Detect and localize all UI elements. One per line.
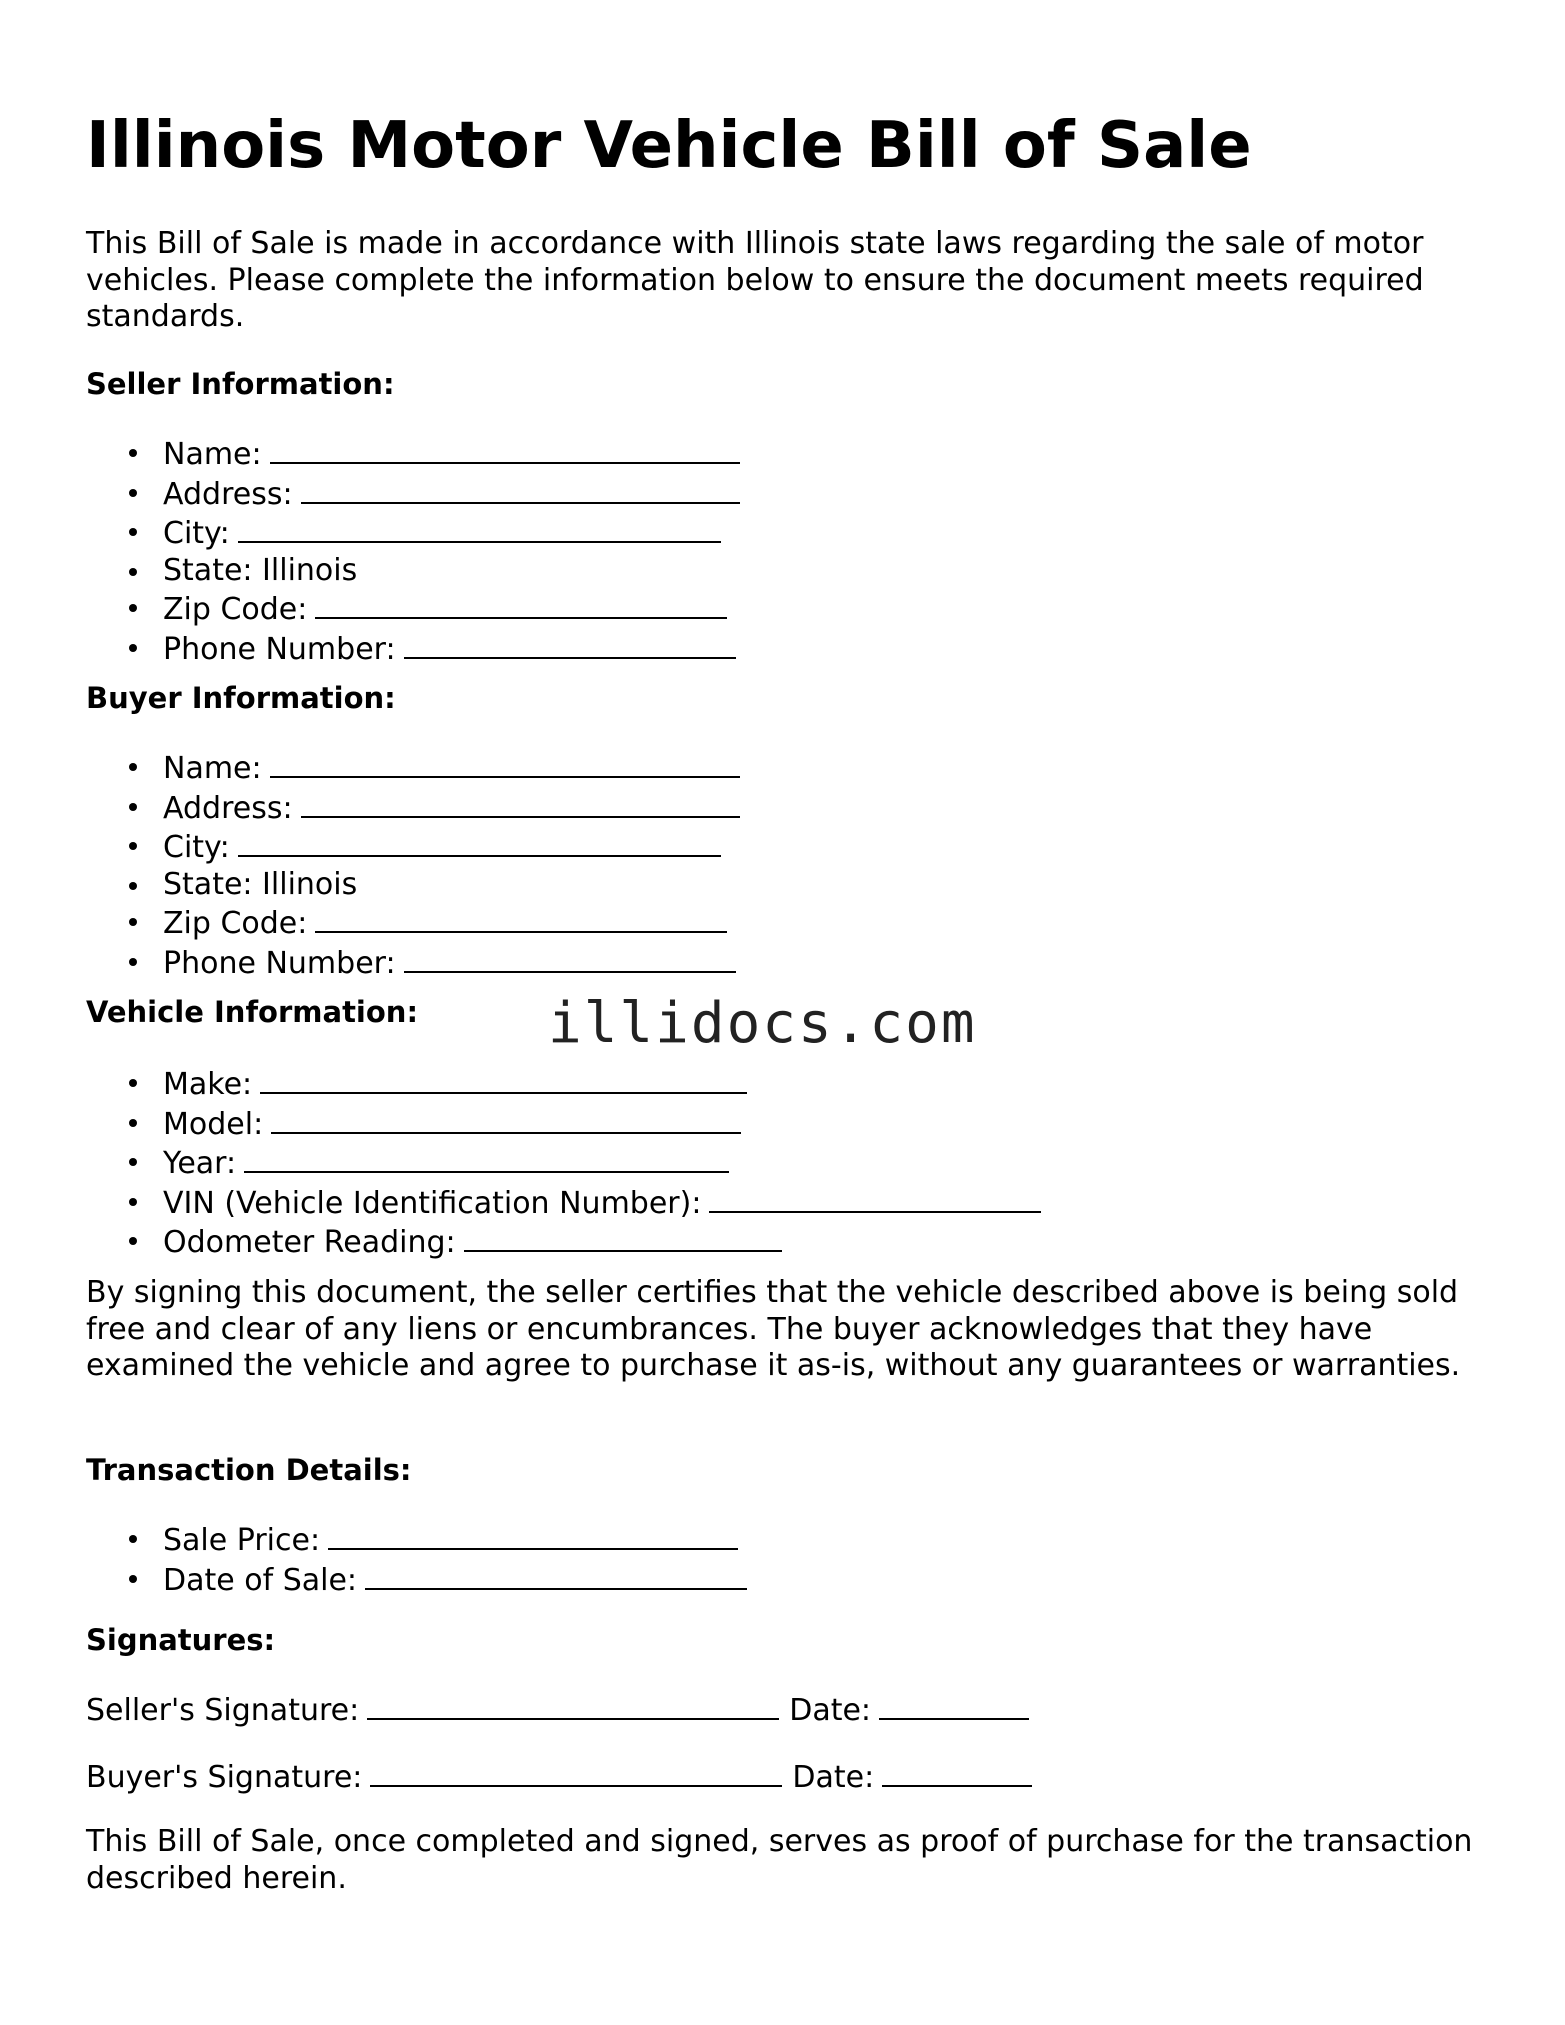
seller-zip-field[interactable]: [86, 589, 740, 629]
closing-paragraph: This Bill of Sale, once completed and signed, serves as proof of purchase for the transaction described herein.: [86, 1824, 1473, 1896]
buyer-address-blank[interactable]: [301, 788, 740, 818]
intro-paragraph: This Bill of Sale is made in accordance with Illinois state laws regarding the sale of motor vehicles. Please complete the information below to ensure the document meets required standards.: [86, 226, 1424, 334]
seller-signature-line: [86, 1690, 1029, 1730]
watermark: illidocs.com: [548, 991, 977, 1056]
seller-field-list: [86, 434, 740, 668]
field-label: Zip Code:: [163, 906, 308, 941]
transaction-field-list: [86, 1520, 747, 1599]
field-label: City:: [163, 516, 230, 551]
field-label: Year:: [163, 1146, 237, 1181]
sale-price-blank[interactable]: [328, 1520, 738, 1550]
buyer-date-label: Date:: [792, 1760, 875, 1795]
transaction-heading: Transaction Details:: [86, 1453, 412, 1487]
buyer-field-list: [86, 748, 740, 982]
seller-name-blank[interactable]: [270, 434, 740, 464]
seller-date-label: Date:: [789, 1693, 872, 1728]
field-label: VIN (Vehicle Identification Number):: [163, 1185, 702, 1221]
field-label: Make:: [163, 1067, 253, 1102]
field-label: Name:: [163, 751, 262, 786]
field-label: State: Illinois: [163, 552, 358, 588]
certification-paragraph: By signing this document, the seller certifies that the vehicle described above is being sold free and clear of any liens or encumbrances. The buyer acknowledges that they have examined the vehicle and agree to purchase it as-is, without any guarantees or warranties.: [86, 1275, 1461, 1383]
sale-price-field[interactable]: [86, 1520, 747, 1560]
field-label: Date of Sale:: [163, 1562, 358, 1598]
signatures-heading: Signatures:: [86, 1623, 276, 1657]
buyer-city-blank[interactable]: [238, 827, 721, 857]
vehicle-year-field[interactable]: [86, 1143, 1041, 1183]
vehicle-vin-blank[interactable]: [709, 1183, 1041, 1213]
seller-heading: Seller Information:: [86, 367, 395, 401]
buyer-zip-blank[interactable]: [315, 903, 727, 933]
vehicle-odometer-field[interactable]: [86, 1222, 1041, 1262]
field-label: City:: [163, 830, 230, 865]
buyer-address-field[interactable]: [86, 788, 740, 828]
seller-signature-label: Seller's Signature:: [86, 1693, 360, 1728]
buyer-date-blank[interactable]: [882, 1757, 1032, 1787]
vehicle-field-list: [86, 1064, 1041, 1262]
field-label: State: Illinois: [163, 866, 358, 902]
document-title: Illinois Motor Vehicle Bill of Sale: [86, 109, 1252, 183]
vehicle-year-blank[interactable]: [244, 1143, 729, 1173]
field-label: Name:: [163, 437, 262, 472]
sale-date-field[interactable]: [86, 1560, 747, 1600]
vehicle-make-field[interactable]: [86, 1064, 1041, 1104]
vehicle-heading: Vehicle Information:: [86, 995, 419, 1029]
seller-city-blank[interactable]: [238, 513, 721, 543]
buyer-name-field[interactable]: [86, 748, 740, 788]
field-label: Address:: [163, 790, 293, 826]
field-label: Sale Price:: [163, 1523, 321, 1558]
seller-zip-blank[interactable]: [315, 589, 727, 619]
buyer-city-field[interactable]: [86, 827, 740, 867]
buyer-name-blank[interactable]: [270, 748, 740, 778]
vehicle-model-blank[interactable]: [271, 1104, 741, 1134]
vehicle-make-blank[interactable]: [260, 1064, 747, 1094]
vehicle-vin-field[interactable]: [86, 1183, 1041, 1223]
field-label: Model:: [163, 1106, 264, 1142]
seller-phone-field[interactable]: [86, 629, 740, 669]
buyer-signature-line: [86, 1757, 1032, 1797]
field-label: Zip Code:: [163, 592, 308, 627]
buyer-zip-field[interactable]: [86, 903, 740, 943]
vehicle-model-field[interactable]: [86, 1104, 1041, 1144]
seller-phone-blank[interactable]: [404, 629, 736, 659]
sale-date-blank[interactable]: [365, 1560, 747, 1590]
buyer-heading: Buyer Information:: [86, 681, 396, 715]
seller-signature-blank[interactable]: [367, 1690, 779, 1720]
buyer-signature-label: Buyer's Signature:: [86, 1760, 363, 1795]
field-label: Phone Number:: [163, 945, 396, 981]
field-label: Phone Number:: [163, 631, 396, 667]
buyer-phone-field[interactable]: [86, 943, 740, 983]
buyer-phone-blank[interactable]: [404, 943, 736, 973]
vehicle-odometer-blank[interactable]: [464, 1222, 782, 1252]
seller-date-blank[interactable]: [879, 1690, 1029, 1720]
buyer-signature-blank[interactable]: [370, 1757, 782, 1787]
seller-name-field[interactable]: [86, 434, 740, 474]
seller-address-field[interactable]: [86, 474, 740, 514]
seller-address-blank[interactable]: [301, 474, 740, 504]
buyer-state-field: [86, 867, 740, 904]
seller-state-field: [86, 553, 740, 590]
field-label: Address:: [163, 476, 293, 512]
seller-city-field[interactable]: [86, 513, 740, 553]
field-label: Odometer Reading:: [163, 1225, 456, 1260]
